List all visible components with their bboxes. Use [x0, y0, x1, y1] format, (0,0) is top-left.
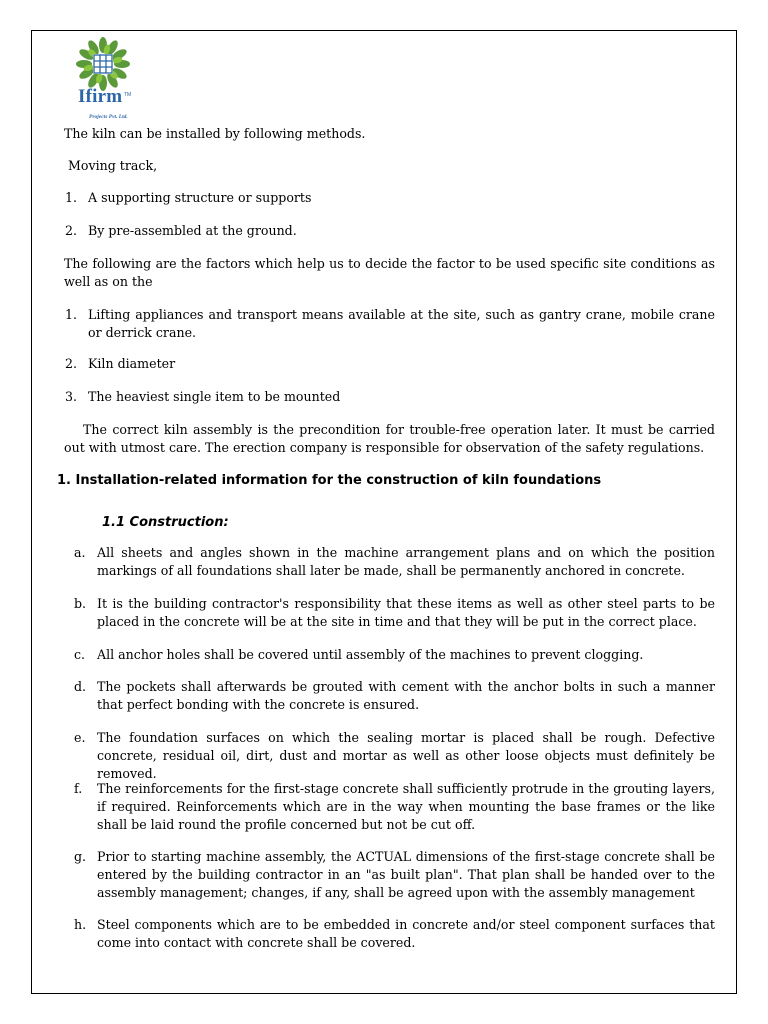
method-number: 1.	[65, 190, 78, 205]
logo-wordmark: Ifirm	[78, 86, 123, 107]
subsection-heading: 1.1 Construction:	[102, 515, 229, 530]
method-item: A supporting structure or supports	[88, 190, 312, 205]
logo-trademark: TM	[124, 92, 132, 98]
construction-item: Steel components which are to be embedded in concrete and/or steel component surfaces that come into contact with concrete shall be covered.	[97, 917, 715, 950]
item-letter: d.	[74, 679, 87, 694]
construction-item: All anchor holes shall be covered until assembly of the machines to prevent clogging.	[97, 647, 644, 662]
construction-item: The pockets shall afterwards be grouted with cement with the anchor bolts in such a manner that perfect bonding with the concrete is ensured.	[97, 679, 715, 712]
factor-number: 1.	[65, 307, 78, 322]
construction-item: It is the building contractor's responsibility that these items as well as other steel parts to be placed in the concrete will be at the site in time and that they will be put in the correct place.	[97, 596, 715, 629]
item-letter: g.	[74, 849, 87, 864]
method-item: By pre-assembled at the ground.	[88, 223, 297, 238]
factor-number: 2.	[65, 356, 78, 371]
construction-item: The foundation surfaces on which the sealing mortar is placed shall be rough. Defective concrete, residual oil, dirt, dust and mortar as well as other loose objects must definitely be removed.	[97, 730, 715, 781]
item-letter: a.	[74, 545, 86, 560]
construction-item: Prior to starting machine assembly, the ACTUAL dimensions of the first-stage concrete shall be entered by the building contractor in an "as built plan". That plan shall be handed over to the assembly management; changes, if any, shall be agreed upon with the assembly management	[97, 849, 715, 900]
construction-item: All sheets and angles shown in the machine arrangement plans and on which the position markings of all foundations shall later be made, shall be permanently anchored in concrete.	[97, 545, 715, 578]
factor-number: 3.	[65, 389, 78, 404]
logo-subtitle: Projects Pvt. Ltd.	[89, 114, 128, 120]
factors-intro-paragraph: The following are the factors which help us to decide the factor to be used specific site conditions as well as on the	[64, 256, 715, 289]
item-letter: b.	[74, 596, 87, 611]
construction-item: The reinforcements for the first-stage concrete shall sufficiently protrude in the grouting layers, if required. Reinforcements which are in the way when mounting the base frames or the like shall be laid round the profile concerned but not be cut off.	[97, 781, 715, 832]
item-letter: h.	[74, 917, 87, 932]
factor-item: Kiln diameter	[88, 356, 176, 371]
factor-item: Lifting appliances and transport means available at the site, such as gantry crane, mobile crane or derrick crane.	[88, 307, 715, 340]
section-heading: 1. Installation-related information for the construction of kiln foundations	[57, 473, 602, 488]
item-letter: f.	[74, 781, 83, 796]
method-number: 2.	[65, 223, 78, 238]
intro-moving-track: Moving track,	[68, 158, 158, 173]
intro-methods-line: The kiln can be installed by following methods.	[64, 126, 366, 141]
factor-item: The heaviest single item to be mounted	[88, 389, 341, 404]
item-letter: e.	[74, 730, 86, 745]
item-letter: c.	[74, 647, 86, 662]
assembly-paragraph: The correct kiln assembly is the precondition for trouble-free operation later. It must be carried out with utmost care. The erection company is responsible for observation of the safety regulations.	[64, 422, 715, 455]
